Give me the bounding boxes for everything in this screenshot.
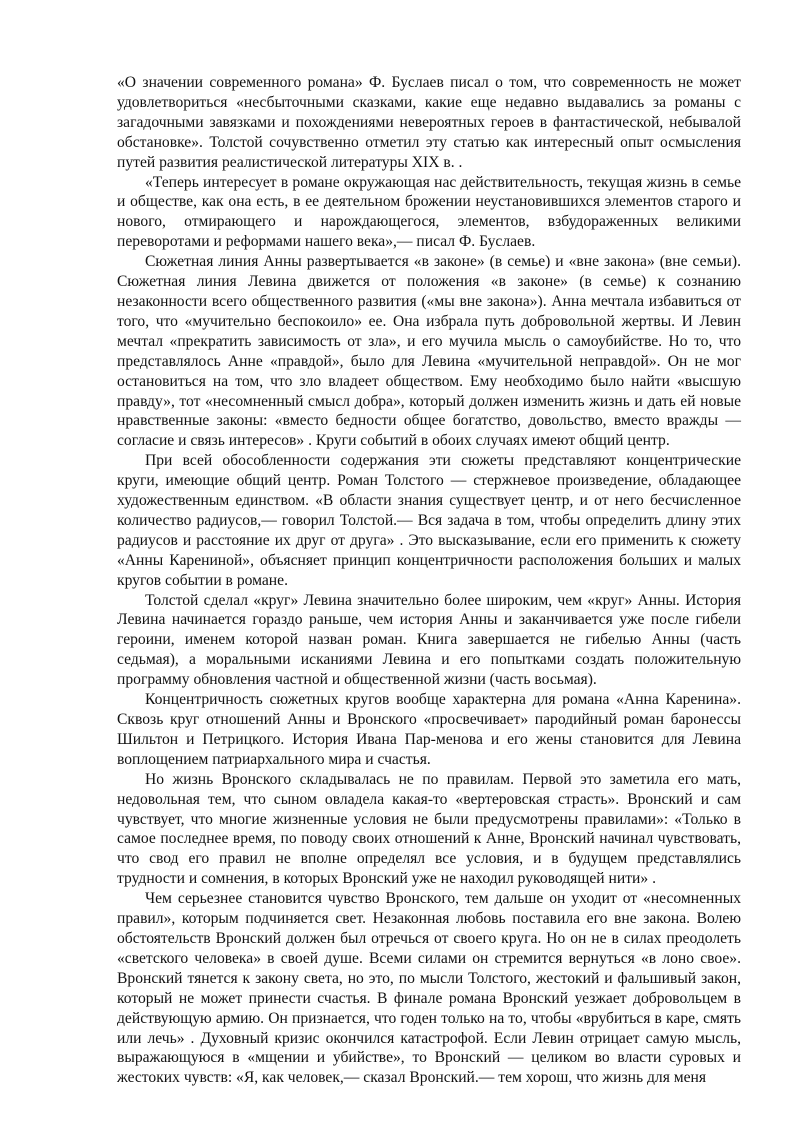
paragraph: Концентричность сюжетных кругов вообще характерна для романа «Анна Каренина». Сквозь круг отношений Анны и Вронского «просвечивает» пародийный роман баронессы Шильтон и Петрицкого. История Ивана Пар-менова и его жены становится для Левина воплощением патриархального мира и счастья. <box>117 691 741 768</box>
paragraph: Чем серьезнее становится чувство Вронского, тем дальше он уходит от «несомненных правил», которым подчиняется свет. Незаконная любовь поставила его вне закона. Волею обстоятельств Вронский должен был отречься от своего круга. Но он не в силах преодолеть «светского человека» в своей душе. Всеми силами он стремится вернуться «в лоно свое». Вронский тянется к закону света, но это, по мысли Толстого, жестокий и фальшивый закон, который не может принести счастья. В финале романа Вронский уезжает добровольцем в действующую армию. Он признается, что годен только на то, чтобы «врубиться в каре, смять или лечь» . Духовный кризис окончился катастрофой. Если Левин отрицает самую мысль, выражающуюся в «мщении и убийстве», то Вронский — целиком во власти суровых и жестоких чувств: «Я, как человек,— сказал Вронский.— тем хорош, что жизнь для меня <box>117 890 741 1087</box>
paragraph: «О значении современного романа» Ф. Буслаев писал о том, что современность не может удовлетвориться «несбыточными сказками, какие еще недавно выдавались за романы с загадочными завязками и похождениями невероятных героев в фантастической, небывалой обстановке». Толстой сочувственно отметил эту статью как интересный опыт осмысления путей развития реалистической литературы XIX в. . <box>117 74 741 171</box>
paragraph: «Теперь интересует в романе окружающая нас действительность, текущая жизнь в семье и обществе, как она есть, в ее деятельном брожении неустановившихся элементов старого и нового, отмирающего и нарождающегося, элементов, взбудораженных великими переворотами и реформами нашего века»,— писал Ф. Буслаев. <box>117 173 741 251</box>
paragraph: При всей обособленности содержания эти сюжеты представляют концентрические круги, имеющие общий центр. Роман Толстого — стержневое произведение, обладающее художественным единством. «В области знания существует центр, и от него бесчисленное количество радиусов,— говорил Толстой.— Вся задача в том, чтобы определить длину этих радиусов и расстояние их друг от друга» . Это высказывание, если его применить к сюжету «Анны Карениной», объясняет принцип концентричности расположения больших и малых кругов событии в романе. <box>117 452 741 589</box>
paragraph: Толстой сделал «круг» Левина значительно более широким, чем «круг» Анны. История Левина начинается гораздо раньше, чем история Анны и заканчивается уже после гибели героини, именем которой назван роман. Книга завершается не гибелью Анны (часть седьмая), а моральными исканиями Левина и его попытками создать положительную программу обновления частной и общественной жизни (часть восьмая). <box>117 591 741 689</box>
paragraph: Но жизнь Вронского складывалась не по правилам. Первой это заметила его мать, недовольная тем, что сыном овладела какая-то «вертеровская страсть». Вронский и сам чувствует, что многие жизненные условия не были предусмотрены правилами»: «Только в самое последнее время, по поводу своих отношений к Анне, Вронский начинал чувствовать, что свод его правил не вполне определял все условия, и в будущем представлялись трудности и сомнения, в которых Вронский уже не находил руководящей нити» . <box>117 770 741 888</box>
paragraph: Сюжетная линия Анны развертывается «в законе» (в семье) и «вне закона» (вне семьи). Сюжетная линия Левина движется от положения «в законе» (в семье) к сознанию незаконности всего общественного развития («мы вне закона»). Анна мечтала избавиться от того, что «мучительно беспокоило» ее. Она избрала путь добровольной жертвы. И Левин мечтал «прекратить зависимость от зла», и его мучила мысль о самоубийстве. Но то, что представлялось Анне «правдой», было для Левина «мучительной неправдой». Он не мог остановиться на том, что зло владеет обществом. Ему необходимо было найти «высшую правду», тот «несомненный смысл добра», который должен изменить жизнь и дать ей новые нравственные законы: «вместо бедности общее богатство, довольство, вместо вражды — согласие и связь интересов» . Круги событий в обоих случаях имеют общий центр. <box>117 253 741 450</box>
document-page <box>117 73 741 1088</box>
